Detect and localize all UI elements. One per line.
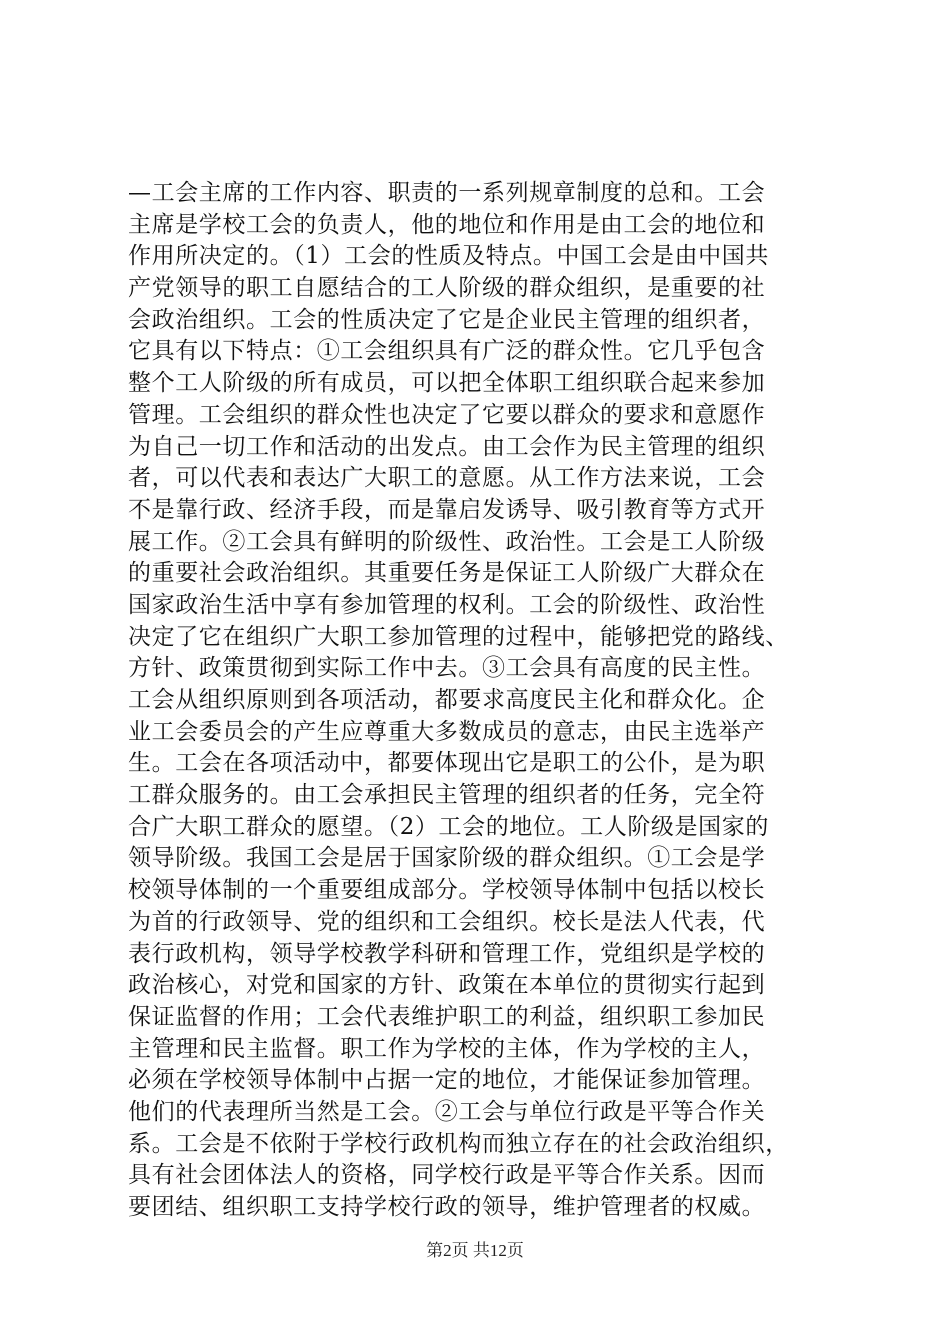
text-line: 展工作。②工会具有鲜明的阶级性、政治性。工会是工人阶级 bbox=[128, 528, 766, 555]
text-line: 工会从组织原则到各项活动，都要求高度民主化和群众化。企 bbox=[128, 687, 766, 713]
text-line: 系。工会是不依附于学校行政机构而独立存在的社会政治组织， bbox=[128, 1130, 789, 1157]
text-line: 者，可以代表和表达广大职工的意愿。从工作方法来说，工会 bbox=[128, 465, 766, 492]
text-line: 决定了它在组织广大职工参加管理的过程中，能够把党的路线、 bbox=[128, 623, 789, 650]
text-line: 管理。工会组织的群众性也决定了它要以群众的要求和意愿作 bbox=[128, 401, 766, 428]
text-line: 产党领导的职工自愿结合的工人阶级的群众组织，是重要的社 bbox=[128, 275, 766, 302]
text-line: 国家政治生活中享有参加管理的权利。工会的阶级性、政治性 bbox=[128, 591, 766, 618]
text-line: 整个工人阶级的所有成员，可以把全体职工组织联合起来参加 bbox=[128, 370, 766, 397]
text-line: 会政治组织。工会的性质决定了它是企业民主管理的组织者， bbox=[128, 306, 766, 333]
text-line: —工会主席的工作内容、职责的一系列规章制度的总和。工会 bbox=[128, 180, 766, 206]
text-line: 表行政机构，领导学校教学科研和管理工作，党组织是学校的 bbox=[128, 940, 766, 967]
text-line: 他们的代表理所当然是工会。②工会与单位行政是平等合作关 bbox=[128, 1098, 766, 1125]
text-line: 不是靠行政、经济手段，而是靠启发诱导、吸引教育等方式开 bbox=[128, 496, 766, 523]
text-line: 校领导体制的一个重要组成部分。学校领导体制中包括以校长 bbox=[128, 877, 766, 904]
text-line: 方针、政策贯彻到实际工作中去。③工会具有高度的民主性。 bbox=[128, 655, 766, 682]
body-text bbox=[128, 178, 848, 1224]
text-line: 保证监督的作用；工会代表维护职工的利益，组织职工参加民 bbox=[128, 1003, 766, 1030]
text-line: 为首的行政领导、党的组织和工会组织。校长是法人代表，代 bbox=[128, 908, 766, 935]
text-line: 生。工会在各项活动中，都要体现出它是职工的公仆，是为职 bbox=[128, 750, 766, 777]
text-line: 的重要社会政治组织。其重要任务是保证工人阶级广大群众在 bbox=[128, 560, 766, 587]
text-line: 具有社会团体法人的资格，同学校行政是平等合作关系。因而 bbox=[128, 1162, 766, 1189]
text-line: 工群众服务的。由工会承担民主管理的组织者的任务，完全符 bbox=[128, 782, 766, 809]
text-line: 要团结、组织职工支持学校行政的领导，维护管理者的权威。 bbox=[128, 1194, 766, 1220]
text-line: 为自己一切工作和活动的出发点。由工会作为民主管理的组织 bbox=[128, 433, 766, 460]
text-line: 合广大职工群众的愿望。（2）工会的地位。工人阶级是国家的 bbox=[128, 813, 769, 840]
page-number-footer: 第2页 共12页 bbox=[426, 1241, 524, 1260]
text-line: 作用所决定的。（1）工会的性质及特点。中国工会是由中国共 bbox=[128, 243, 769, 270]
text-line: 政治核心，对党和国家的方针、政策在本单位的贯彻实行起到 bbox=[128, 972, 766, 999]
text-line: 它具有以下特点：①工会组织具有广泛的群众性。它几乎包含 bbox=[128, 338, 766, 365]
text-line: 主管理和民主监督。职工作为学校的主体，作为学校的主人， bbox=[128, 1035, 766, 1062]
text-line: 领导阶级。我国工会是居于国家阶级的群众组织。①工会是学 bbox=[128, 845, 766, 872]
text-line: 业工会委员会的产生应尊重大多数成员的意志，由民主选举产 bbox=[128, 718, 766, 745]
text-line: 主席是学校工会的负责人，他的地位和作用是由工会的地位和 bbox=[128, 211, 766, 238]
text-line: 必须在学校领导体制中占据一定的地位，才能保证参加管理。 bbox=[128, 1067, 766, 1094]
